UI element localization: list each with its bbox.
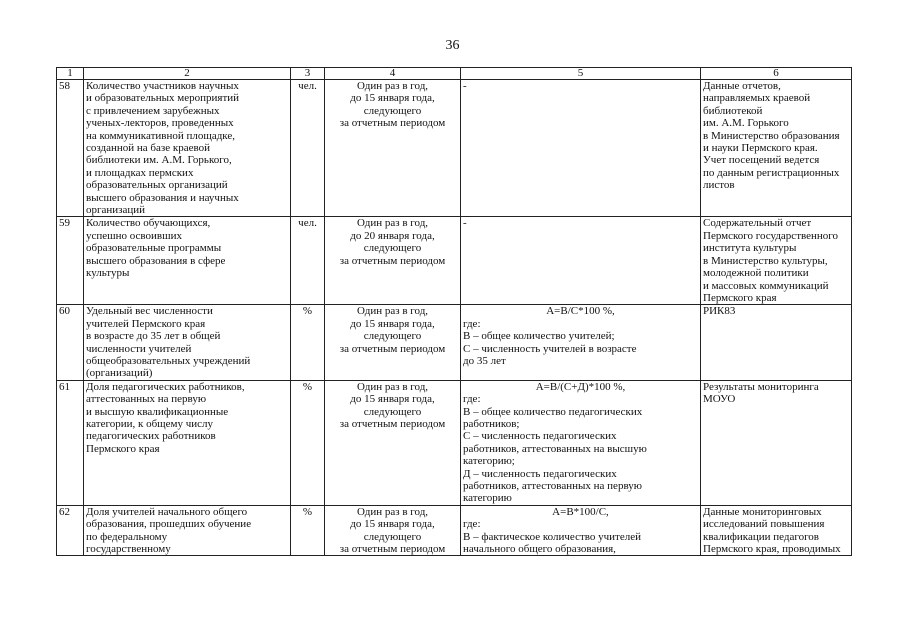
- period-line: следующего: [363, 530, 422, 543]
- table-row: [57, 80, 852, 217]
- indicator-name-line: на коммуникативной площадке,: [86, 129, 236, 142]
- indicator-name-cell: [84, 217, 291, 305]
- indicator-name-cell: [84, 380, 291, 505]
- source-line: и науки Пермского края.: [703, 142, 818, 155]
- period-line: за отчетным периодом: [339, 543, 446, 556]
- indicator-name-line: Пермского края: [86, 442, 160, 455]
- row-number-cell: 60: [57, 305, 84, 380]
- formula-line: где:: [463, 393, 481, 406]
- period-line: следующего: [363, 330, 422, 343]
- source-line: и массовых коммуникаций: [703, 279, 829, 292]
- source-line: направляемых краевой: [703, 92, 811, 105]
- header-col-5: 5: [461, 68, 701, 80]
- period-cell: [325, 380, 461, 505]
- row-number-cell: 58: [57, 80, 84, 217]
- indicator-name-line: библиотеки им. А.М. Горького,: [86, 154, 232, 167]
- source-line: Пермского края, проводимых: [703, 543, 841, 556]
- indicator-name-line: аттестованных на первую: [86, 393, 207, 406]
- indicator-name-cell: [84, 80, 291, 217]
- source-line: листов: [703, 179, 735, 192]
- formula-line: С – численность педагогических: [463, 430, 617, 443]
- formula-cell: [461, 505, 701, 556]
- indicator-name-line: образования, прошедших обучение: [86, 518, 252, 531]
- page-number: 36: [445, 38, 460, 53]
- formula-title: А=В*100/С,: [552, 505, 609, 518]
- source-line: Пермского государственного: [703, 229, 839, 242]
- indicator-name-line: (организаций): [86, 367, 153, 380]
- indicator-name-line: и образовательных мероприятий: [86, 92, 240, 105]
- table-body: [57, 80, 852, 556]
- period-line: Один раз в год,: [356, 80, 429, 92]
- source-line: по данным регистрационных: [703, 166, 840, 179]
- unit-cell: чел.: [291, 217, 325, 305]
- source-cell: [701, 80, 852, 217]
- formula-line: где:: [463, 518, 481, 531]
- unit-cell: %: [291, 380, 325, 505]
- source-line: им. А.М. Горького: [703, 117, 789, 130]
- source-cell: [701, 217, 852, 305]
- indicator-name-line: ученых-лекторов, проведенных: [86, 117, 234, 130]
- period-cell: [325, 305, 461, 380]
- source-line: Результаты мониторинга: [703, 380, 819, 393]
- formula-line: С – численность учителей в возрасте: [463, 342, 637, 355]
- formula-line: В – фактическое количество учителей: [463, 530, 641, 543]
- formula-title: А=В/(С+Д)*100 %,: [535, 380, 626, 393]
- indicator-name-line: организаций: [86, 204, 146, 217]
- formula-line: до 35 лет: [463, 354, 506, 367]
- header-col-1: 1: [57, 68, 84, 80]
- indicator-name-cell: [84, 505, 291, 556]
- period-line: за отчетным периодом: [339, 117, 446, 130]
- table-row: [57, 380, 852, 505]
- formula-line: -: [463, 80, 467, 92]
- formula-line: начального общего образования,: [463, 543, 616, 556]
- indicator-name-line: высшего образования и научных: [86, 191, 239, 204]
- period-line: Один раз в год,: [356, 505, 429, 518]
- formula-line: категорию;: [463, 455, 515, 468]
- indicator-name-line: Количество обучающихся,: [86, 217, 211, 230]
- indicator-name-line: в возрасте до 35 лет в общей: [86, 330, 221, 343]
- period-line: за отчетным периодом: [339, 342, 446, 355]
- indicator-name-line: Доля педагогических работников,: [86, 380, 245, 393]
- indicator-name-line: численности учителей: [86, 342, 192, 355]
- period-cell: [325, 505, 461, 556]
- source-line: МОУО: [703, 393, 736, 406]
- indicator-name-line: и высшую квалификационные: [86, 405, 229, 418]
- source-line: квалификации педагогов: [703, 530, 820, 543]
- indicator-name-line: Количество участников научных: [86, 80, 239, 92]
- indicator-name-line: с привлечением зарубежных: [86, 104, 220, 117]
- source-cell: [701, 380, 852, 505]
- period-line: следующего: [363, 104, 422, 117]
- header-col-3: 3: [291, 68, 325, 80]
- period-line: до 15 января года,: [350, 393, 435, 406]
- formula-line: В – общее количество учителей;: [463, 330, 615, 343]
- indicator-name-line: успешно освоивших: [86, 229, 182, 242]
- table-header-row: [57, 68, 852, 80]
- indicator-name-line: общеобразовательных учреждений: [86, 354, 251, 367]
- source-line: в Министерство культуры,: [703, 254, 828, 267]
- header-col-6: 6: [701, 68, 852, 80]
- formula-line: работников, аттестованных на высшую: [463, 442, 647, 455]
- source-line: исследований повышения: [703, 518, 825, 531]
- period-line: до 15 января года,: [350, 92, 435, 105]
- indicator-name-line: созданной на базе краевой: [86, 142, 211, 155]
- indicator-name-cell: [84, 305, 291, 380]
- unit-cell: %: [291, 505, 325, 556]
- source-line: Данные мониторинговых: [703, 505, 822, 518]
- period-line: Один раз в год,: [356, 305, 429, 318]
- formula-line: работников, аттестованных на первую: [463, 480, 642, 492]
- source-line: Пермского края: [703, 291, 777, 304]
- formula-line: работников;: [463, 417, 520, 430]
- formula-line: В – общее количество педагогических: [463, 405, 643, 418]
- formula-title: A=B/C*100 %,: [546, 305, 615, 318]
- row-number-cell: 59: [57, 217, 84, 305]
- period-line: до 15 января года,: [350, 317, 435, 330]
- source-line: Содержательный отчет: [703, 217, 812, 230]
- source-line: молодежной политики: [703, 267, 809, 280]
- period-line: следующего: [363, 405, 422, 418]
- period-line: до 15 января года,: [350, 518, 435, 531]
- formula-cell: [461, 305, 701, 380]
- source-line: РИК83: [703, 305, 736, 318]
- table-row: [57, 305, 852, 380]
- formula-line: Д – численность педагогических: [463, 467, 617, 480]
- source-line: Учет посещений ведется: [703, 154, 820, 167]
- indicator-name-line: высшего образования в сфере: [86, 254, 226, 267]
- row-number-cell: 62: [57, 505, 84, 556]
- period-line: до 20 января года,: [350, 229, 435, 242]
- table-row: [57, 505, 852, 556]
- formula-cell: [461, 80, 701, 217]
- indicator-name-line: учителей Пермского края: [86, 317, 206, 330]
- period-line: Один раз в год,: [356, 380, 429, 393]
- formula-line: где:: [463, 317, 481, 330]
- header-col-2: 2: [84, 68, 291, 80]
- row-number-cell: 61: [57, 380, 84, 505]
- indicator-name-line: образовательных организаций: [86, 179, 228, 192]
- indicator-name-line: по федеральному: [86, 530, 168, 543]
- period-line: Один раз в год,: [356, 217, 429, 230]
- indicator-name-line: Доля учителей начального общего: [86, 505, 248, 518]
- source-line: в Министерство образования: [703, 129, 840, 142]
- table-row: [57, 217, 852, 305]
- unit-cell: чел.: [291, 80, 325, 217]
- indicator-name-line: государственному: [86, 543, 171, 556]
- period-line: следующего: [363, 242, 422, 255]
- indicator-name-line: категории, к общему числу: [86, 417, 214, 430]
- source-line: Данные отчетов,: [703, 80, 781, 92]
- period-cell: [325, 217, 461, 305]
- formula-cell: [461, 380, 701, 505]
- period-line: за отчетным периодом: [339, 254, 446, 267]
- indicator-name-line: и площадках пермских: [86, 166, 194, 179]
- indicator-name-line: педагогических работников: [86, 430, 216, 443]
- period-line: за отчетным периодом: [339, 417, 446, 430]
- source-cell: [701, 505, 852, 556]
- indicator-name-line: культуры: [86, 267, 130, 280]
- period-cell: [325, 80, 461, 217]
- header-col-4: 4: [325, 68, 461, 80]
- source-cell: [701, 305, 852, 380]
- source-line: института культуры: [703, 242, 797, 255]
- formula-line: -: [463, 217, 467, 230]
- source-line: библиотекой: [703, 104, 763, 117]
- formula-line: категорию: [463, 492, 512, 505]
- indicator-name-line: Удельный вес численности: [86, 305, 213, 318]
- formula-cell: [461, 217, 701, 305]
- unit-cell: %: [291, 305, 325, 380]
- indicators-table: [56, 67, 852, 556]
- indicator-name-line: образовательные программы: [86, 242, 222, 255]
